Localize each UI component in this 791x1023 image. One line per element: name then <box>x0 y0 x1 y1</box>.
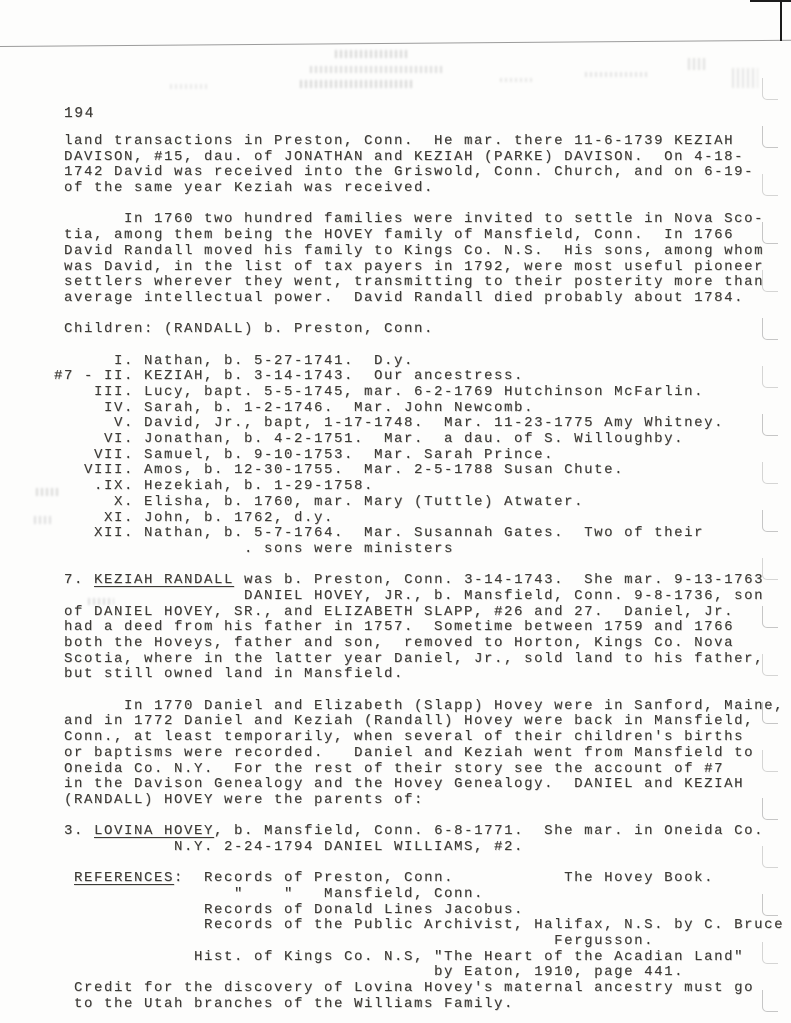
text-line: by Eaton, 1910, page 441. <box>54 964 685 981</box>
text-line: Records of the Public Archivist, Halifax, N.S. by C. Bruce <box>54 917 785 934</box>
text-line: both the Hoveys, father and son, removed to Horton, Kings Co. Nova <box>54 635 735 651</box>
text-line: In 1770 Daniel and Elizabeth (Slapp) Hovey were in Sanford, Maine, <box>54 697 785 714</box>
text-line: IV. Sarah, b. 1-2-1746. Mar. John Newcomb. <box>54 399 535 416</box>
text-line: . sons were ministers <box>54 540 455 557</box>
text-line: in the Davison Genealogy and the Hovey Genealogy. DANIEL and KEZIAH <box>54 776 745 793</box>
bleedthrough-smudge <box>500 78 532 82</box>
text-line: had a deed from his father in 1757. Sometime between 1759 and 1766 <box>54 619 735 636</box>
text-line: to the Utah branches of the Williams Family. <box>54 995 515 1012</box>
text-line: XII. Nathan, b. 5-7-1764. Mar. Susannah Gates. Two of their <box>54 525 705 542</box>
children-list <box>54 354 784 558</box>
credit-note <box>54 981 784 1012</box>
page-corner-edge <box>750 0 791 2</box>
text-line: VII. Samuel, b. 9-10-1753. Mar. Sarah Prince. <box>54 446 555 463</box>
text-line: X. Elisha, b. 1760, mar. Mary (Tuttle) Atwater. <box>54 493 585 510</box>
margin-smudge <box>34 516 52 524</box>
text-line: Credit for the discovery of Lovina Hovey's maternal ancestry must go <box>54 980 755 997</box>
text-line: David Randall moved his family to Kings Co. N.S. His sons, among whom <box>54 242 765 259</box>
text-line: Children: (RANDALL) b. Preston, Conn. <box>54 321 435 338</box>
bleedthrough-smudge <box>170 84 210 89</box>
entry-3-lovina-hovey <box>54 824 784 855</box>
daniel-keziah-paragraph <box>54 699 784 809</box>
text-line: Fergusson. <box>54 933 655 950</box>
bleedthrough-smudge <box>585 72 647 77</box>
text-line: land transactions in Preston, Conn. He mar. there 11-6-1739 KEZIAH <box>54 133 735 149</box>
text-line: VI. Jonathan, b. 4-2-1751. Mar. a dau. of S. Willoughby. <box>54 431 685 448</box>
text-line: or baptisms were recorded. Daniel and Keziah went from Mansfield to <box>54 744 755 761</box>
typewritten-body <box>54 134 784 1023</box>
text-line: 3. LOVINA HOVEY, b. Mansfield, Conn. 6-8-1771. She mar. in Oneida Co. <box>54 823 765 840</box>
children-heading <box>54 322 784 338</box>
text-line: 1742 David was received into the Griswold, Conn. Church, and on 6-19- <box>54 164 755 181</box>
text-line: #7 - II. KEZIAH, b. 3-14-1743. Our ancestress. <box>54 368 525 385</box>
text-line: Scotia, where in the latter year Daniel, Jr., sold land to his father, <box>54 650 765 667</box>
text-line: In 1760 two hundred families were invited to settle in Nova Sco- <box>54 211 765 228</box>
scan-edge-line <box>0 40 791 48</box>
bleedthrough-smudge <box>732 68 758 88</box>
text-line: (RANDALL) HOVEY were the parents of: <box>54 791 425 808</box>
text-line: DAVISON, #15, dau. of JONATHAN and KEZIAH (PARKE) DAVISON. On 4-18- <box>54 148 745 165</box>
page-number: 194 <box>64 106 95 122</box>
bleedthrough-smudge <box>310 66 442 73</box>
text-line: I. Nathan, b. 5-27-1741. D.y. <box>54 352 415 369</box>
bleedthrough-smudge <box>300 80 412 88</box>
text-line: of DANIEL HOVEY, SR., and ELIZABETH SLAPP, #26 and 27. Daniel, Jr. <box>54 603 735 620</box>
page-corner-edge <box>780 0 782 41</box>
text-line: Records of Donald Lines Jacobus. <box>54 901 525 918</box>
text-line: V. David, Jr., bapt, 1-17-1748. Mar. 11-23-1775 Amy Whitney. <box>54 415 725 432</box>
text-line: DANIEL HOVEY, JR., b. Mansfield, Conn. 9-8-1736, son <box>54 587 765 604</box>
text-line: VIII. Amos, b. 12-30-1755. Mar. 2-5-1788 Susan Chute. <box>54 462 625 479</box>
binder-mark-icon <box>762 78 778 100</box>
nova-scotia-paragraph <box>54 212 784 306</box>
text-line: " " Mansfield, Conn. <box>54 886 485 902</box>
text-line: tia, among them being the HOVEY family of Mansfield, Conn. In 1766 <box>54 227 735 244</box>
bleedthrough-smudge <box>688 58 706 70</box>
text-line: average intellectual power. David Randall died probably about 1784. <box>54 289 745 306</box>
intro-paragraph <box>54 134 784 197</box>
text-line: was David, in the list of tax payers in 1792, were most useful pioneer <box>54 258 765 275</box>
text-line: Oneida Co. N.Y. For the rest of their story see the account of #7 <box>54 760 725 777</box>
text-line: REFERENCES: Records of Preston, Conn. The Hovey Book. <box>74 870 715 887</box>
bleedthrough-smudge <box>335 50 407 58</box>
text-line: of the same year Keziah was received. <box>54 180 435 197</box>
references <box>54 871 784 981</box>
text-line: Hist. of Kings Co. N.S, "The Heart of the Acadian Land" <box>54 948 745 965</box>
text-line: but still owned land in Mansfield. <box>54 666 405 683</box>
text-line: Conn., at least temporarily, when several of their children's births <box>54 729 745 746</box>
text-line: 7. KEZIAH RANDALL was b. Preston, Conn. 3-14-1743. She mar. 9-13-1763 <box>54 572 765 589</box>
text-line: settlers wherever they went, transmitting to their posterity more than <box>54 274 765 291</box>
entry-7-keziah-randall <box>54 573 784 683</box>
text-line: XI. John, b. 1762, d.y. <box>54 509 335 526</box>
text-line: N.Y. 2-24-1794 DANIEL WILLIAMS, #2. <box>54 838 525 855</box>
text-line: and in 1772 Daniel and Keziah (Randall) Hovey were back in Mansfield, <box>54 713 755 730</box>
text-line: III. Lucy, bapt. 5-5-1745, mar. 6-2-1769 Hutchinson McFarlin. <box>54 384 705 400</box>
text-line: .IX. Hezekiah, b. 1-29-1758. <box>54 478 375 495</box>
